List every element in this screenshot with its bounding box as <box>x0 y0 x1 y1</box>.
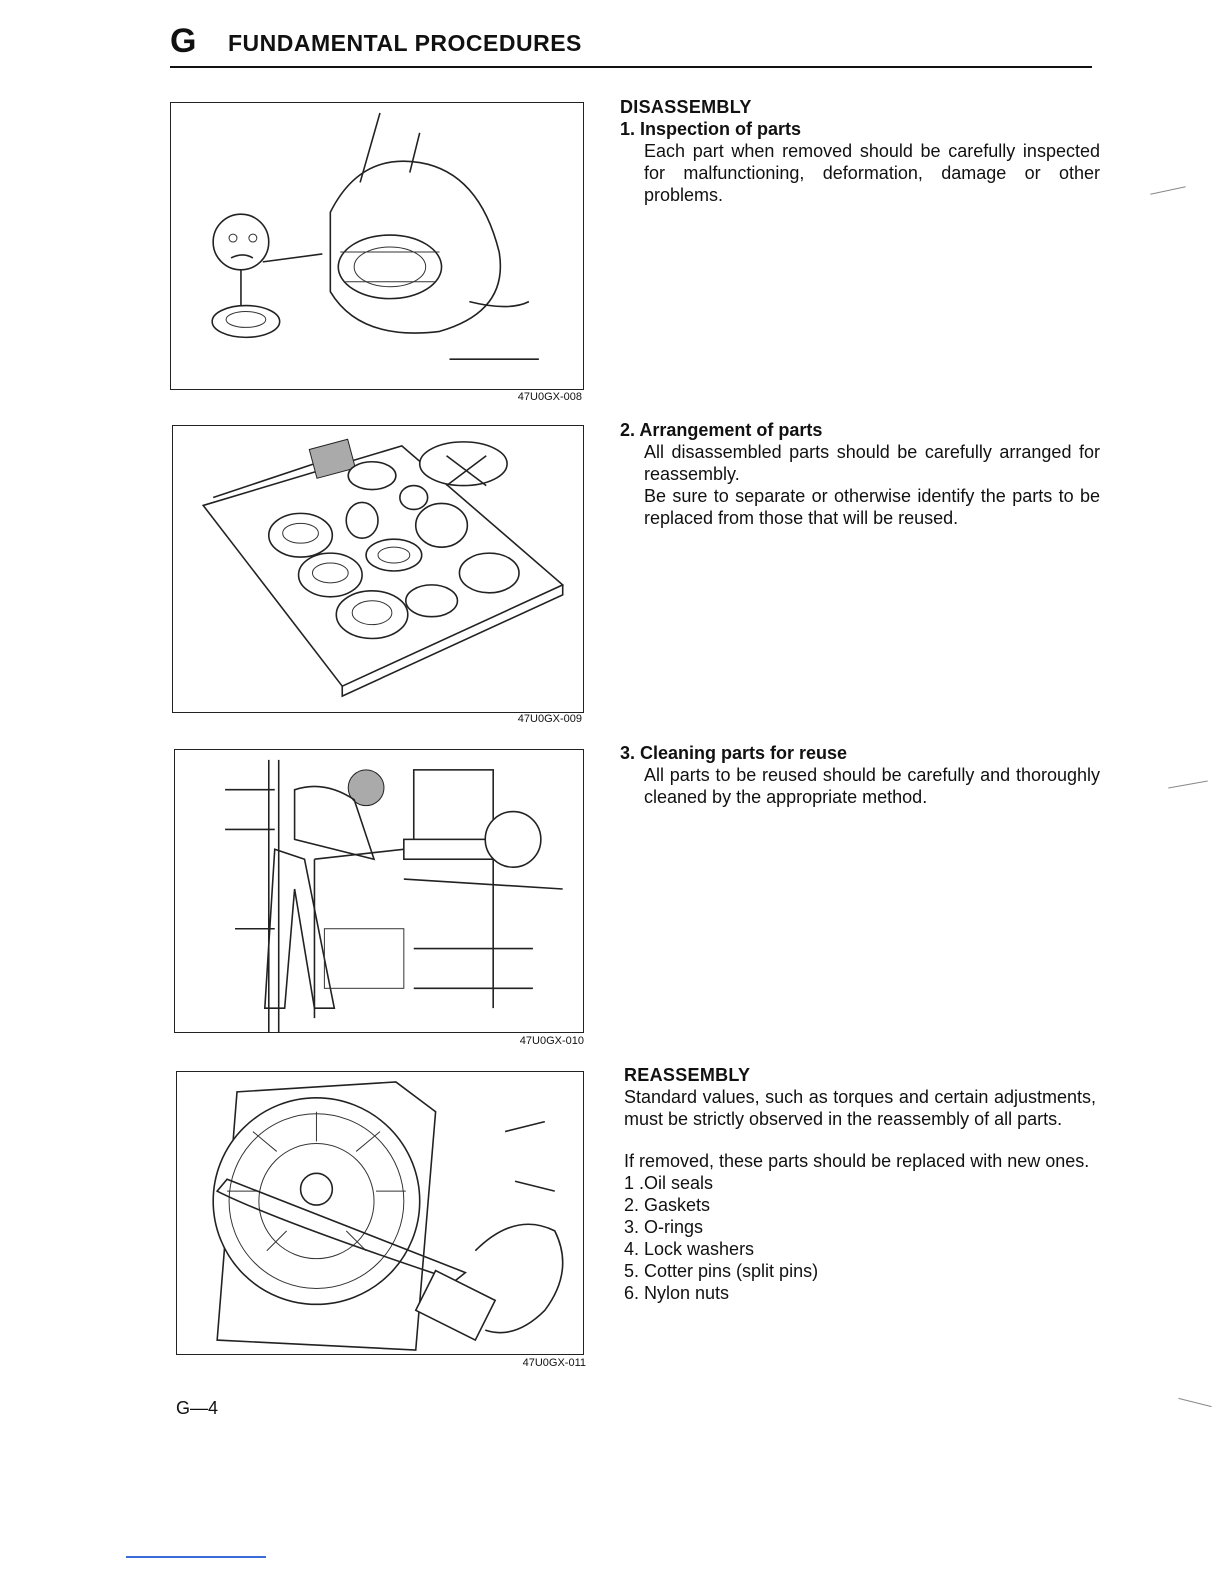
bottom-edge-line <box>126 1556 266 1558</box>
reassembly-intro: Standard values, such as torques and certain adjustments, must be strictly observed in the reassembly of all parts. <box>624 1087 1096 1129</box>
cleaning-section <box>620 742 1100 808</box>
disassembly-section <box>620 96 1100 206</box>
arrangement-section <box>620 419 1100 529</box>
list-item: 1 .Oil seals <box>624 1173 714 1193</box>
figure-code: 47U0GX-009 <box>517 713 582 725</box>
reassembly-section <box>624 1064 1096 1304</box>
item-paragraph: Each part when removed should be carefully inspected for malfunctioning, deformation, damage or other problems. <box>644 141 1100 205</box>
list-item: 6. Nylon nuts <box>624 1283 730 1303</box>
inspection-illustration-icon <box>171 103 583 389</box>
item-title: 1. Inspection of parts <box>620 119 802 139</box>
scan-mark <box>1178 1398 1211 1407</box>
scan-mark <box>1168 781 1208 789</box>
page-title: FUNDAMENTAL PROCEDURES <box>228 30 582 56</box>
figure-code: 47U0GX-008 <box>517 391 582 403</box>
figure-inspection <box>170 102 584 390</box>
figure-code: 47U0GX-011 <box>522 1357 586 1369</box>
disassembly-heading: DISASSEMBLY <box>620 97 752 117</box>
list-item: 2. Gaskets <box>624 1195 711 1215</box>
item-paragraph: Be sure to separate or otherwise identify the parts to be replaced from those that will be reused. <box>644 486 1100 528</box>
figure-torque <box>176 1071 584 1355</box>
replace-note: If removed, these parts should be replaced with new ones. <box>624 1151 1090 1171</box>
item-title: 2. Arrangement of parts <box>620 420 823 440</box>
list-item: 4. Lock washers <box>624 1239 755 1259</box>
scan-mark <box>1150 186 1185 194</box>
page-number: G—4 <box>176 1398 219 1418</box>
list-item: 3. O-rings <box>624 1217 704 1237</box>
section-letter: G <box>170 22 197 60</box>
list-item: 5. Cotter pins (split pins) <box>624 1261 819 1281</box>
item-title: 3. Cleaning parts for reuse <box>620 743 848 763</box>
reassembly-heading: REASSEMBLY <box>624 1065 751 1085</box>
figure-arrangement <box>172 425 584 713</box>
replacement-parts-list <box>624 1172 1096 1304</box>
cleaning-illustration-icon <box>175 750 583 1032</box>
figure-code: 47U0GX-010 <box>519 1035 584 1047</box>
figure-cleaning <box>174 749 584 1033</box>
header-rule <box>170 66 1092 68</box>
parts-arrangement-illustration-icon <box>173 426 583 712</box>
item-paragraph: All parts to be reused should be carefully and thoroughly cleaned by the appropriate method. <box>644 765 1100 807</box>
torque-wrench-illustration-icon <box>177 1072 583 1354</box>
item-paragraph: All disassembled parts should be carefully arranged for reassembly. <box>644 442 1100 484</box>
page-header <box>170 22 1090 68</box>
